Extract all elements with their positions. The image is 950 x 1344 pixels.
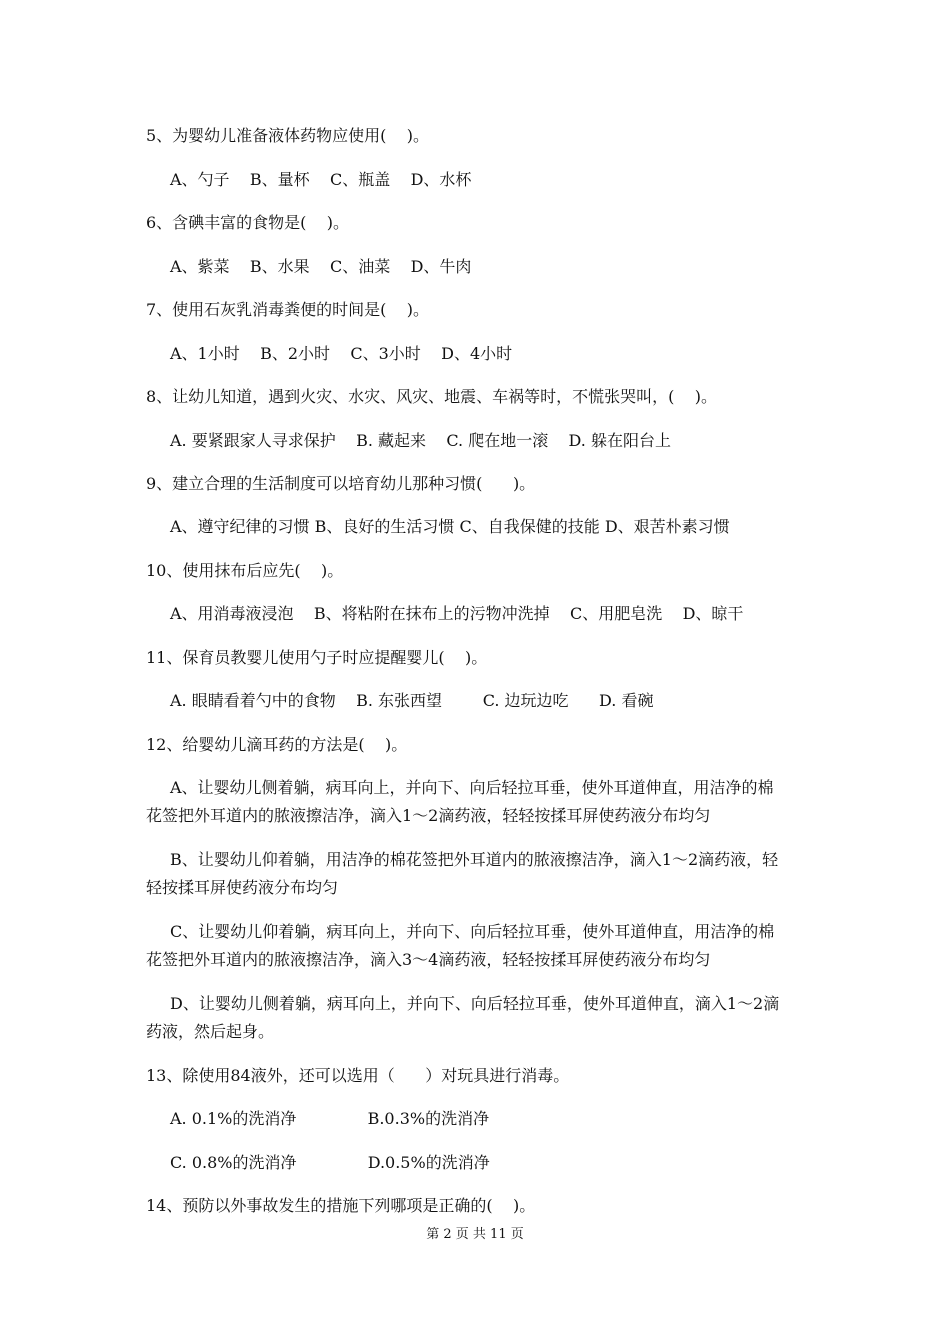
question-5-stem: 5、为婴幼儿准备液体药物应使用( )。 (146, 126, 430, 145)
question-12-option-a-line-1: A、让婴幼儿侧着躺，病耳向上，并向下、向后轻拉耳垂，使外耳道伸直，用洁净的棉 (170, 778, 774, 797)
question-8-options: A. 要紧跟家人寻求保护 B. 藏起来 C. 爬在地一滚 D. 躲在阳台上 (170, 431, 671, 450)
question-12-option-b-line-1: B、让婴幼儿仰着躺，用洁净的棉花签把外耳道内的脓液擦洁净，滴入1～2滴药液，轻 (170, 850, 779, 869)
question-6-stem: 6、含碘丰富的食物是( )。 (146, 213, 350, 232)
question-12-option-d-line-1: D、让婴幼儿侧着躺，病耳向上，并向下、向后轻拉耳垂，使外耳道伸直，滴入1～2滴 (170, 994, 780, 1013)
question-13-options-line-1: A. 0.1%的洗消净 B.0.3%的洗消净 (170, 1109, 490, 1128)
question-6-options: A、紫菜 B、水果 C、油菜 D、牛肉 (170, 257, 472, 276)
question-12-option-c-line-2: 花签把外耳道内的脓液擦洁净，滴入3～4滴药液，轻轻按揉耳屏使药液分布均匀 (146, 950, 711, 969)
question-9-stem: 9、建立合理的生活制度可以培育幼儿那种习惯( )。 (146, 474, 536, 493)
question-7-stem: 7、使用石灰乳消毒粪便的时间是( )。 (146, 300, 430, 319)
question-7-options: A、1小时 B、2小时 C、3小时 D、4小时 (170, 344, 513, 363)
page-footer: 第 2 页 共 11 页 (426, 1227, 524, 1242)
question-13-options-line-2: C. 0.8%的洗消净 D.0.5%的洗消净 (170, 1153, 490, 1172)
question-12-option-a-line-2: 花签把外耳道内的脓液擦洁净，滴入1～2滴药液，轻轻按揉耳屏使药液分布均匀 (146, 806, 711, 825)
question-8-stem: 8、让幼儿知道，遇到火灾、水灾、风灾、地震、车祸等时，不慌张哭叫，( )。 (146, 387, 718, 406)
question-14-stem: 14、预防以外事故发生的措施下列哪项是正确的( )。 (146, 1196, 536, 1215)
question-12-stem: 12、给婴幼儿滴耳药的方法是( )。 (146, 735, 408, 754)
question-13-stem: 13、除使用84液外，还可以选用（ ）对玩具进行消毒。 (146, 1066, 570, 1085)
question-12-option-b-line-2: 轻按揉耳屏使药液分布均匀 (146, 878, 339, 897)
question-11-stem: 11、保育员教婴儿使用勺子时应提醒婴儿( )。 (146, 648, 488, 667)
question-12-option-d-line-2: 药液，然后起身。 (146, 1022, 275, 1041)
question-12-option-c-line-1: C、让婴幼儿仰着躺，病耳向上，并向下、向后轻拉耳垂，使外耳道伸直，用洁净的棉 (170, 922, 775, 941)
question-5-options: A、勺子 B、量杯 C、瓶盖 D、水杯 (170, 170, 472, 189)
question-10-options: A、用消毒液浸泡 B、将粘附在抹布上的污物冲洗掉 C、用肥皂洗 D、晾干 (170, 604, 744, 623)
question-9-options: A、遵守纪律的习惯 B、良好的生活习惯 C、自我保健的技能 D、艰苦朴素习惯 (170, 517, 730, 536)
question-11-options: A. 眼睛看着勺中的食物 B. 东张西望 C. 边玩边吃 D. 看碗 (170, 691, 654, 710)
question-10-stem: 10、使用抹布后应先( )。 (146, 561, 344, 580)
